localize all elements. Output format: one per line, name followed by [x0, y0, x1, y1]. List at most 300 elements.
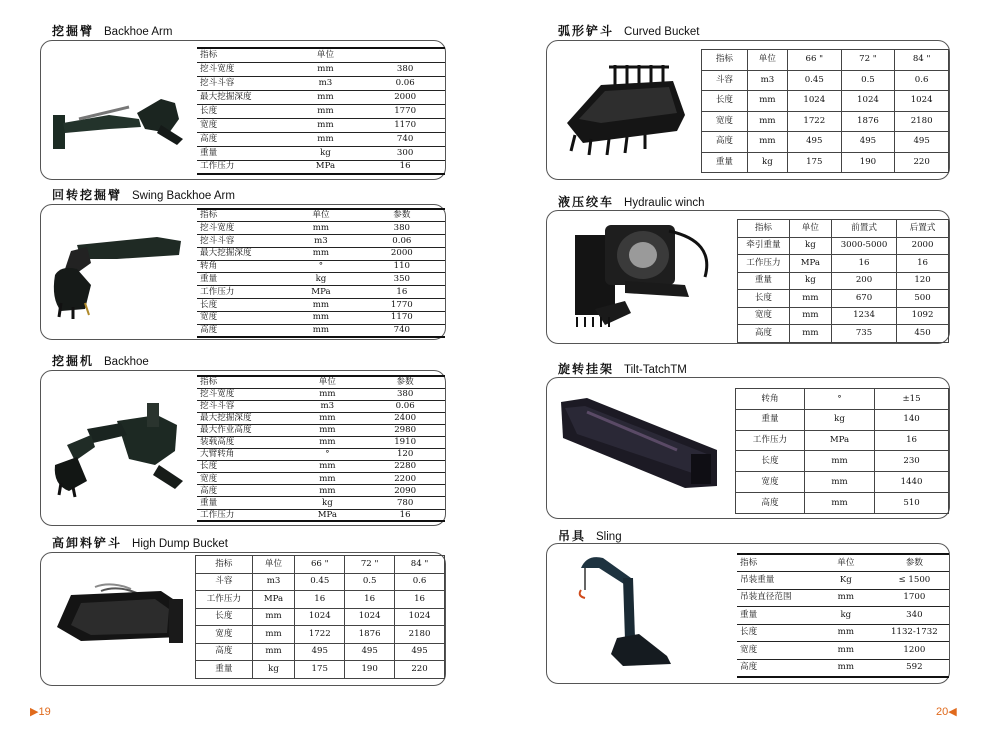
spec-value-cell: mm [286, 90, 366, 104]
spec-value-cell: 592 [880, 659, 949, 677]
spec-row [738, 325, 949, 343]
spec-value-cell: mm [789, 325, 831, 343]
spec-value-cell: 670 [831, 290, 896, 308]
high-dump-bucket-title: 高卸料铲斗 High Dump Bucket [52, 536, 228, 550]
spec-row [737, 659, 949, 677]
spec-value-cell: 2000 [897, 237, 949, 255]
spec-label-cell: 重量 [197, 497, 289, 509]
spec-value-cell: mm [289, 473, 365, 485]
spec-value-cell: 参数 [359, 209, 445, 222]
spec-value-cell: 16 [395, 591, 445, 609]
spec-row [737, 589, 949, 607]
spec-value-cell: mm [289, 424, 365, 436]
spec-value-cell: 1770 [359, 299, 445, 312]
spec-label-cell: 装载高度 [197, 436, 289, 448]
spec-row [737, 624, 949, 642]
backhoe-card [40, 370, 446, 526]
spec-value-cell: 单位 [789, 220, 831, 238]
spec-label-cell: 最大挖掘深度 [197, 247, 283, 260]
spec-value-cell: 0.6 [895, 70, 949, 91]
spec-value-cell [365, 48, 445, 62]
spec-value-cell: mm [289, 412, 365, 424]
spec-label-cell: 工作压力 [196, 591, 253, 609]
backhoe-arm-image [49, 85, 189, 155]
spec-value-cell: 72 " [345, 556, 395, 574]
spec-value-cell: mm [812, 624, 880, 642]
spec-header-row [197, 209, 445, 222]
spec-value-cell: 380 [365, 62, 445, 76]
spec-value-cell: mm [812, 659, 880, 677]
spec-value-cell: 300 [365, 146, 445, 160]
spec-value-cell: mm [789, 290, 831, 308]
spec-value-cell: mm [289, 436, 365, 448]
spec-value-cell: 1024 [895, 91, 949, 112]
spec-value-cell: 2180 [895, 111, 949, 132]
spec-value-cell: 740 [359, 324, 445, 337]
tilt-tatch-spec-table [735, 388, 949, 514]
sling-title: 吊具 Sling [558, 529, 622, 543]
spec-value-cell: 1024 [395, 608, 445, 626]
spec-row [702, 132, 949, 153]
spec-label-cell: 长度 [736, 451, 805, 472]
spec-label-cell: 宽度 [738, 307, 790, 325]
spec-value-cell: 72 " [841, 50, 895, 71]
sling-image [567, 550, 707, 676]
spec-value-cell: mm [283, 324, 358, 337]
high-dump-bucket-card [40, 552, 446, 686]
spec-label-cell: 高度 [702, 132, 748, 153]
spec-value-cell: 495 [841, 132, 895, 153]
spec-row [738, 272, 949, 290]
spec-value-cell: 1200 [880, 642, 949, 660]
spec-row [197, 132, 445, 146]
spec-value-cell: 参数 [880, 554, 949, 572]
spec-row [197, 412, 445, 424]
spec-value-cell: 1876 [841, 111, 895, 132]
spec-value-cell: Kg [812, 572, 880, 590]
page-number-right: 20◀ [936, 706, 957, 718]
spec-value-cell: mm [286, 132, 366, 146]
curved-bucket-title: 弧形铲斗 Curved Bucket [558, 24, 700, 38]
spec-value-cell: mm [747, 91, 787, 112]
spec-label-cell: 高度 [736, 492, 805, 513]
spec-row [197, 485, 445, 497]
spec-label-cell: 宽度 [197, 118, 286, 132]
spec-value-cell: 0.06 [365, 76, 445, 90]
hydraulic-winch-spec-table [737, 219, 949, 343]
spec-row [197, 247, 445, 260]
spec-value-cell: 340 [880, 607, 949, 625]
spec-value-cell: 0.45 [787, 70, 841, 91]
spec-value-cell: 175 [787, 152, 841, 173]
spec-row [197, 497, 445, 509]
spec-value-cell: 0.45 [295, 573, 345, 591]
spec-value-cell: 190 [841, 152, 895, 173]
spec-value-cell: ° [289, 449, 365, 461]
spec-value-cell: kg [789, 237, 831, 255]
spec-row [197, 509, 445, 521]
backhoe-image [47, 395, 193, 499]
spec-value-cell: kg [286, 146, 366, 160]
spec-label-cell: 工作压力 [738, 255, 790, 273]
spec-value-cell: kg [747, 152, 787, 173]
spec-value-cell: 1910 [365, 436, 445, 448]
spec-label-cell: 工作压力 [197, 286, 283, 299]
spec-row [738, 307, 949, 325]
spec-row [196, 573, 445, 591]
spec-value-cell: 16 [295, 591, 345, 609]
spec-value-cell: mm [283, 222, 358, 235]
spec-row [736, 451, 949, 472]
spec-value-cell: 66 " [295, 556, 345, 574]
spec-value-cell: 16 [365, 160, 445, 174]
spec-value-cell: 2980 [365, 424, 445, 436]
spec-value-cell: 735 [831, 325, 896, 343]
spec-value-cell: 380 [359, 222, 445, 235]
spec-label-cell: 重量 [702, 152, 748, 173]
spec-value-cell: mm [283, 311, 358, 324]
spec-label-cell: 高度 [197, 324, 283, 337]
spec-value-cell: 780 [365, 497, 445, 509]
spec-label-cell: 挖斗斗容 [197, 235, 283, 248]
hydraulic-winch-image [565, 221, 721, 341]
spec-value-cell: mm [804, 451, 874, 472]
spec-label-cell: 宽度 [736, 472, 805, 493]
spec-row [702, 152, 949, 173]
spec-label-cell: 工作压力 [197, 160, 286, 174]
spec-value-cell: m3 [286, 76, 366, 90]
spec-label-cell: 长度 [196, 608, 253, 626]
spec-value-cell: 120 [897, 272, 949, 290]
spec-label-cell: 高度 [197, 485, 289, 497]
spec-label-cell: 挖斗斗容 [197, 400, 289, 412]
spec-value-cell: 495 [295, 643, 345, 661]
spec-row [197, 260, 445, 273]
spec-value-cell: 1092 [897, 307, 949, 325]
spec-label-cell: 指标 [197, 48, 286, 62]
curved-bucket-image [561, 61, 697, 165]
spec-label-cell: 挖斗宽度 [197, 222, 283, 235]
spec-row [197, 146, 445, 160]
spec-row [197, 299, 445, 312]
spec-label-cell: 指标 [738, 220, 790, 238]
spec-label-cell: 重量 [197, 146, 286, 160]
spec-label-cell: 最大挖掘深度 [197, 412, 289, 424]
spec-row [736, 472, 949, 493]
high-dump-bucket-image [51, 579, 191, 663]
spec-value-cell: 16 [365, 509, 445, 521]
spec-row [197, 76, 445, 90]
spec-row [197, 311, 445, 324]
spec-header-row [737, 554, 949, 572]
spec-label-cell: 转角 [736, 389, 805, 410]
spec-label-cell: 重量 [196, 661, 253, 679]
spec-label-cell: 挖斗宽度 [197, 62, 286, 76]
spec-value-cell: 220 [895, 152, 949, 173]
spec-value-cell: mm [252, 608, 295, 626]
spec-value-cell: mm [747, 111, 787, 132]
spec-value-cell: 3000-5000 [831, 237, 896, 255]
spec-label-cell: 重量 [738, 272, 790, 290]
spec-value-cell: 单位 [812, 554, 880, 572]
spec-value-cell: 220 [395, 661, 445, 679]
spec-value-cell: mm [804, 492, 874, 513]
spec-label-cell: 高度 [197, 132, 286, 146]
spec-label-cell: 牵引重量 [738, 237, 790, 255]
spec-value-cell: 单位 [283, 209, 358, 222]
swing-backhoe-arm-card [40, 204, 446, 340]
spec-value-cell: kg [789, 272, 831, 290]
spec-value-cell: 1024 [345, 608, 395, 626]
spec-value-cell: 16 [831, 255, 896, 273]
backhoe-arm-spec-table [197, 47, 445, 175]
spec-label-cell: 斗容 [196, 573, 253, 591]
spec-header-row [702, 50, 949, 71]
spec-value-cell: 1132-1732 [880, 624, 949, 642]
tilt-tatch-card [546, 377, 950, 519]
spec-value-cell: 175 [295, 661, 345, 679]
spec-value-cell: 1234 [831, 307, 896, 325]
spec-row [736, 430, 949, 451]
spec-row [197, 62, 445, 76]
spec-value-cell: 16 [345, 591, 395, 609]
spec-value-cell: 495 [787, 132, 841, 153]
spec-label-cell: 高度 [738, 325, 790, 343]
spec-label-cell: 宽度 [737, 642, 812, 660]
spec-value-cell: MPa [286, 160, 366, 174]
spec-row [197, 388, 445, 400]
spec-value-cell: ≤ 1500 [880, 572, 949, 590]
spec-label-cell: 指标 [197, 209, 283, 222]
spec-value-cell: 后置式 [897, 220, 949, 238]
spec-row [196, 591, 445, 609]
spec-row [197, 424, 445, 436]
spec-value-cell: 1876 [345, 626, 395, 644]
spec-label-cell: 重量 [737, 607, 812, 625]
spec-value-cell: 2200 [365, 473, 445, 485]
spec-label-cell: 指标 [737, 554, 812, 572]
spec-row [197, 324, 445, 337]
spec-header-row [196, 556, 445, 574]
spec-value-cell: 230 [875, 451, 949, 472]
spec-header-row [738, 220, 949, 238]
spec-row [197, 436, 445, 448]
backhoe-spec-table [197, 375, 445, 522]
spec-value-cell: 380 [365, 388, 445, 400]
spec-value-cell: 510 [875, 492, 949, 513]
spec-label-cell: 宽度 [197, 473, 289, 485]
spec-value-cell: 190 [345, 661, 395, 679]
spec-value-cell: 495 [345, 643, 395, 661]
spec-row [197, 235, 445, 248]
spec-value-cell: 350 [359, 273, 445, 286]
spec-row [736, 409, 949, 430]
spec-value-cell: mm [286, 62, 366, 76]
spec-value-cell: mm [252, 643, 295, 661]
swing-backhoe-arm-spec-table [197, 208, 445, 338]
spec-row [736, 492, 949, 513]
spec-value-cell: ° [804, 389, 874, 410]
spec-value-cell: m3 [252, 573, 295, 591]
spec-value-cell: 单位 [747, 50, 787, 71]
spec-label-cell: 指标 [702, 50, 748, 71]
spec-row [702, 91, 949, 112]
spec-value-cell: 1170 [359, 311, 445, 324]
spec-row [702, 70, 949, 91]
curved-bucket-card [546, 40, 950, 180]
spec-row [197, 104, 445, 118]
spec-header-row [197, 48, 445, 62]
spec-label-cell: 长度 [197, 461, 289, 473]
spec-label-cell: 最大挖掘深度 [197, 90, 286, 104]
spec-value-cell: 740 [365, 132, 445, 146]
spec-value-cell: MPa [789, 255, 831, 273]
spec-label-cell: 重量 [197, 273, 283, 286]
spec-row [702, 111, 949, 132]
spec-value-cell: 16 [875, 430, 949, 451]
spec-row [738, 237, 949, 255]
spec-row [197, 461, 445, 473]
spec-header-row [736, 389, 949, 410]
spec-value-cell: ±15 [875, 389, 949, 410]
spec-label-cell: 吊装直径范围 [737, 589, 812, 607]
spec-label-cell: 长度 [737, 624, 812, 642]
spec-row [737, 607, 949, 625]
hydraulic-winch-title: 液压绞车 Hydraulic winch [558, 195, 705, 209]
spec-value-cell: 200 [831, 272, 896, 290]
spec-label-cell: 高度 [196, 643, 253, 661]
spec-row [197, 286, 445, 299]
spec-value-cell: 0.06 [359, 235, 445, 248]
spec-value-cell: 0.5 [345, 573, 395, 591]
spec-value-cell: mm [289, 485, 365, 497]
spec-label-cell: 宽度 [702, 111, 748, 132]
spec-value-cell: 495 [895, 132, 949, 153]
spec-row [196, 643, 445, 661]
sling-spec-table [737, 553, 949, 678]
spec-row [197, 118, 445, 132]
spec-value-cell: mm [283, 247, 358, 260]
spec-label-cell: 最大作业高度 [197, 424, 289, 436]
spec-value-cell: 0.5 [841, 70, 895, 91]
spec-label-cell: 重量 [736, 409, 805, 430]
spec-value-cell: 1024 [295, 608, 345, 626]
spec-label-cell: 工作压力 [197, 509, 289, 521]
spec-value-cell: 1722 [787, 111, 841, 132]
spec-value-cell: MPa [804, 430, 874, 451]
spec-value-cell: 0.06 [365, 400, 445, 412]
spec-header-row [197, 376, 445, 388]
spec-value-cell: mm [283, 299, 358, 312]
spec-label-cell: 指标 [196, 556, 253, 574]
spec-row [197, 449, 445, 461]
spec-value-cell: 2280 [365, 461, 445, 473]
spec-value-cell: 1722 [295, 626, 345, 644]
spec-value-cell: kg [289, 497, 365, 509]
hydraulic-winch-card [546, 210, 950, 344]
spec-value-cell: 2090 [365, 485, 445, 497]
spec-value-cell: mm [289, 461, 365, 473]
spec-label-cell: 长度 [197, 299, 283, 312]
spec-value-cell: 16 [897, 255, 949, 273]
backhoe-arm-title: 挖掘臂 Backhoe Arm [52, 24, 173, 38]
spec-label-cell: 挖斗宽度 [197, 388, 289, 400]
spec-value-cell: ° [283, 260, 358, 273]
spec-value-cell: kg [252, 661, 295, 679]
spec-value-cell: 140 [875, 409, 949, 430]
spec-value-cell: 500 [897, 290, 949, 308]
spec-value-cell: 16 [359, 286, 445, 299]
spec-value-cell: 84 " [395, 556, 445, 574]
spec-value-cell: 单位 [289, 376, 365, 388]
spec-value-cell: mm [286, 104, 366, 118]
spec-label-cell: 长度 [197, 104, 286, 118]
spec-row [197, 473, 445, 485]
spec-value-cell: m3 [289, 400, 365, 412]
spec-value-cell: 110 [359, 260, 445, 273]
spec-label-cell: 指标 [197, 376, 289, 388]
spec-value-cell: mm [812, 642, 880, 660]
spec-label-cell: 吊装重量 [737, 572, 812, 590]
spec-label-cell: 转角 [197, 260, 283, 273]
high-dump-bucket-spec-table [195, 555, 445, 679]
spec-value-cell: 2180 [395, 626, 445, 644]
spec-value-cell: 单位 [252, 556, 295, 574]
spec-row [197, 400, 445, 412]
tilt-tatch-image [557, 394, 727, 490]
page-number-left: ▶19 [30, 706, 51, 718]
spec-value-cell: mm [812, 589, 880, 607]
spec-label-cell: 挖斗斗容 [197, 76, 286, 90]
spec-value-cell: 1170 [365, 118, 445, 132]
spec-value-cell: m3 [283, 235, 358, 248]
spec-value-cell: mm [286, 118, 366, 132]
spec-value-cell: 1024 [787, 91, 841, 112]
spec-value-cell: 参数 [365, 376, 445, 388]
spec-value-cell: MPa [289, 509, 365, 521]
backhoe-title: 挖掘机 Backhoe [52, 354, 149, 368]
spec-row [196, 608, 445, 626]
spec-value-cell: 1700 [880, 589, 949, 607]
spec-row [196, 661, 445, 679]
spec-value-cell: 1024 [841, 91, 895, 112]
spec-row [738, 255, 949, 273]
spec-value-cell: 单位 [286, 48, 366, 62]
spec-value-cell: 2400 [365, 412, 445, 424]
spec-value-cell: 0.6 [395, 573, 445, 591]
spec-value-cell: kg [804, 409, 874, 430]
tilt-tatch-title: 旋转挂架 Tilt-TatchTM [558, 362, 687, 376]
spec-row [197, 90, 445, 104]
spec-row [197, 222, 445, 235]
spec-row [738, 290, 949, 308]
spec-value-cell: mm [789, 307, 831, 325]
spec-value-cell: kg [283, 273, 358, 286]
sling-card [546, 543, 950, 684]
spec-value-cell: MPa [283, 286, 358, 299]
spec-value-cell: mm [252, 626, 295, 644]
spec-value-cell: 450 [897, 325, 949, 343]
spec-value-cell: mm [804, 472, 874, 493]
spec-value-cell: 1440 [875, 472, 949, 493]
spec-row [197, 160, 445, 174]
spec-label-cell: 大臂转角 [197, 449, 289, 461]
spec-row [737, 572, 949, 590]
spec-label-cell: 长度 [738, 290, 790, 308]
spec-value-cell: 前置式 [831, 220, 896, 238]
spec-value-cell: 2000 [359, 247, 445, 260]
spec-label-cell: 宽度 [197, 311, 283, 324]
